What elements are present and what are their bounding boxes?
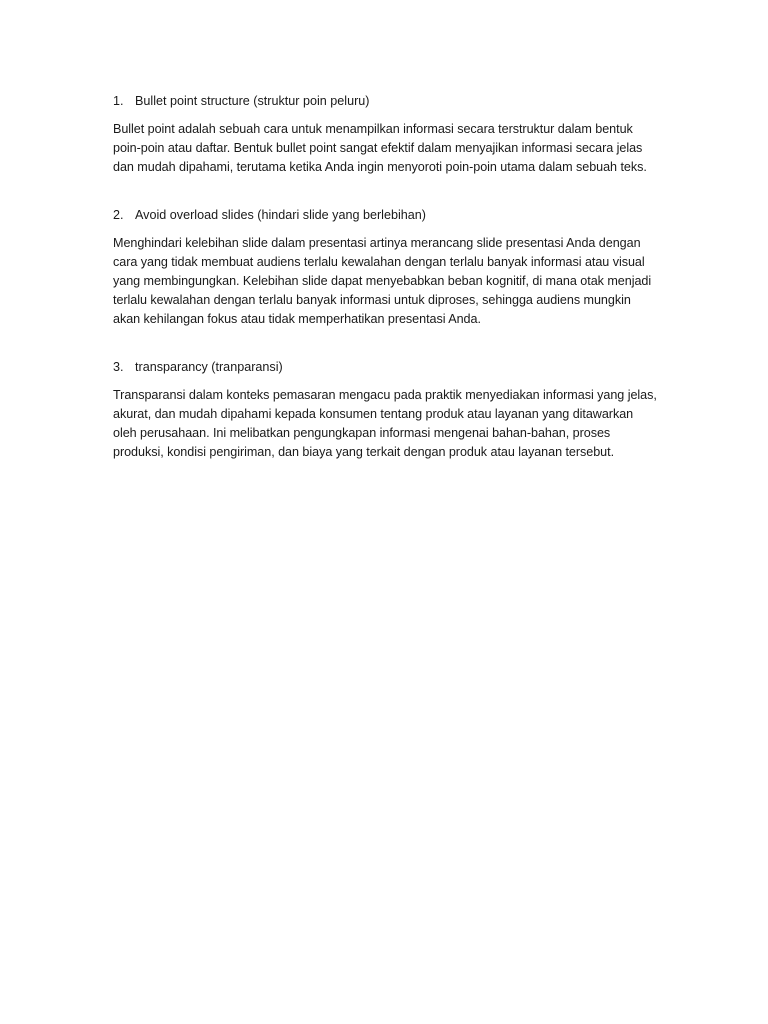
section-title: Bullet point structure (struktur poin peluru): [135, 94, 370, 108]
section-avoid-overload: [113, 206, 658, 330]
section-title: transparancy (tranparansi): [135, 359, 283, 374]
section-paragraph: Menghindari kelebihan slide dalam presentasi artinya merancang slide presentasi Anda dengan cara yang tidak membuat audiens terlalu kewalahan dengan terlalu banyak informasi atau visual yang membingungkan. Kelebihan slide dapat menyebabkan beban kognitif, di mana otak menjadi terlalu kewalahan dengan terlalu banyak informasi untuk diproses, sehingga audiens mungkin akan kehilangan fokus atau tidak memperhatikan presentasi Anda.: [113, 235, 652, 327]
section-transparancy: [113, 358, 658, 463]
section-heading: [113, 206, 658, 225]
section-paragraph: Bullet point adalah sebuah cara untuk menampilkan informasi secara terstruktur dalam bentuk poin-poin atau daftar. Bentuk bullet point sangat efektif dalam menyajikan informasi secara jelas dan mudah dipahami, terutama ketika Anda ingin menyoroti poin-poin utama dalam sebuah teks.: [113, 122, 647, 175]
section-bullet-point: [113, 92, 658, 178]
section-title: Avoid overload slides (hindari slide yang berlebihan): [135, 207, 426, 222]
section-number: 2.: [113, 207, 124, 222]
section-heading: [113, 92, 658, 111]
section-number: 3.: [113, 359, 124, 374]
section-heading: [113, 358, 658, 377]
section-number: 1.: [113, 94, 124, 108]
section-paragraph: Transparansi dalam konteks pemasaran mengacu pada praktik menyediakan informasi yang jelas, akurat, dan mudah dipahami kepada konsumen tentang produk atau layanan yang ditawarkan oleh perusahaan. Ini melibatkan pengungkapan informasi mengenai bahan-bahan, proses produksi, kondisi pengiriman, dan biaya yang terkait dengan produk atau layanan tersebut.: [113, 387, 657, 460]
document-page: [113, 92, 658, 490]
